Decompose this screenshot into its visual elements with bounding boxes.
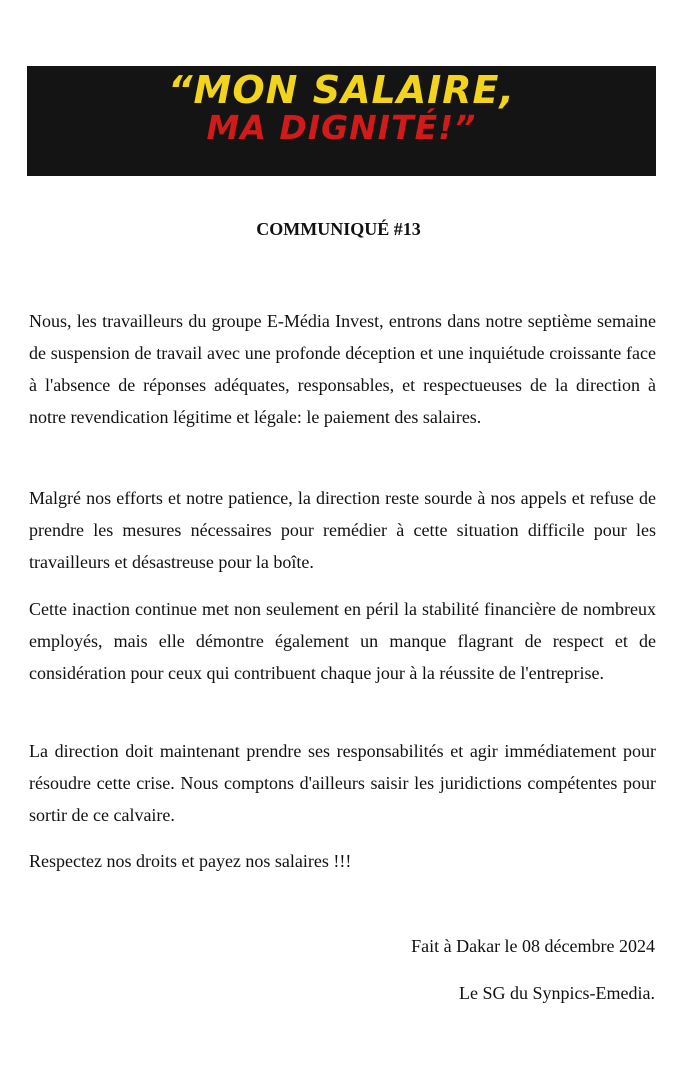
signature-name: Le SG du Synpics-Emedia.: [459, 983, 655, 1003]
banner-slogan-line2: MA DIGNITÉ!”: [206, 108, 477, 147]
header-banner: [27, 66, 656, 176]
paragraph-5: Respectez nos droits et payez nos salaires !!!: [29, 851, 352, 871]
communique-title: COMMUNIQUÉ #13: [256, 219, 421, 239]
paragraph-3: Cette inaction continue met non seulement en péril la stabilité financière de nombreux employés, mais elle démontre également un manque flagrant de respect et de considération pour ceux qui contribuent chaque jour à la réussite de l'entreprise.: [29, 599, 656, 683]
paragraph-2: Malgré nos efforts et notre patience, la direction reste sourde à nos appels et refuse de prendre les mesures nécessaires pour remédier à cette situation difficile pour les travailleurs et désastreuse pour la boîte.: [29, 488, 656, 572]
signature-date: Fait à Dakar le 08 décembre 2024: [411, 936, 655, 956]
paragraph-1: Nous, les travailleurs du groupe E-Média Invest, entrons dans notre septième semaine de suspension de travail avec une profonde déception et une inquiétude croissante face à l'absence de réponses adéquates, responsables, et respectueuses de la direction à notre revendication légitime et légale: le paiement des salaires.: [29, 311, 656, 427]
paragraph-4: La direction doit maintenant prendre ses responsabilités et agir immédiatement pour résoudre cette crise. Nous comptons d'ailleurs saisir les juridictions compétentes pour sortir de ce calvaire.: [29, 741, 656, 825]
banner-slogan-line1: “MON SALAIRE,: [168, 68, 515, 112]
